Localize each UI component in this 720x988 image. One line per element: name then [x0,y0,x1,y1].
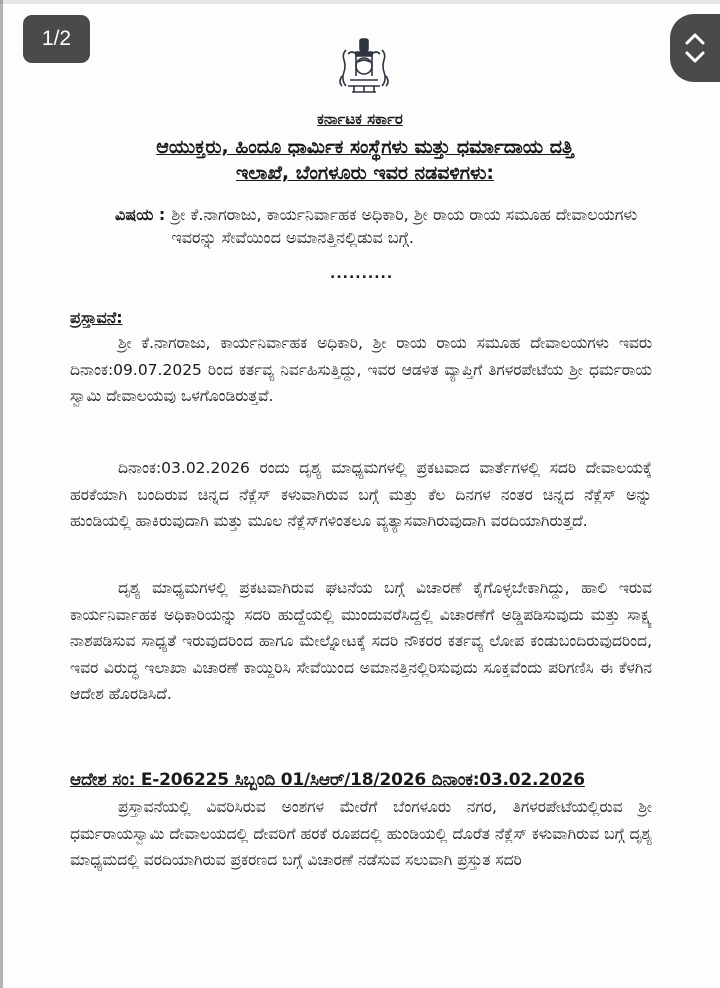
page-navigation-control[interactable] [670,14,720,82]
department-title [70,134,660,186]
preamble-paragraph-2: ದಿನಾಂಕ:03.02.2026 ರಂದು ದೃಶ್ಯ ಮಾಧ್ಯಮಗಳಲ್ಲಿ ಪ್ರಕಟವಾದ ವಾರ್ತೆಗಳಲ್ಲಿ ಸದರಿ ದೇವಾಲಯಕ್ಕೆ ಹರಕೆಯಾಗಿ ಬಂದಿರುವ ಚಿನ್ನದ ನೆಕ್ಲೆಸ್ ಕಳುವಾಗಿರುವ ಬಗ್ಗೆ ಮತ್ತು ಕೆಲ ದಿನಗಳ ನಂತರ ಚಿನ್ನದ ನೆಕ್ಲೆಸ್ ಅನ್ನು ಹುಂಡಿಯಲ್ಲಿ ಹಾಕಿರುವುದಾಗಿ ಮತ್ತು ಮೂಲ ನೆಕ್ಲೆಸ್‌ಗಳಿಂತಲೂ ವ್ಯತ್ಯಾಸವಾಗಿರುವುದಾಗಿ ವರದಿಯಾಗಿರುತ್ತದೆ. [70,459,652,530]
preamble-heading: ಪ್ರಸ್ತಾವನೆ: [70,308,123,327]
chevron-down-icon[interactable] [684,50,706,64]
government-title: ಕರ್ನಾಟಕ ಸರ್ಕಾರ [317,110,403,128]
order-number: ಆದೇಶ ಸಂ: E-206225 ಸಿಬ್ಬಂದಿ 01/ಸಿಆರ್/18/2026 ದಿನಾಂಕ:03.02.2026 [70,770,585,790]
subject-separator: .......... [330,266,394,282]
chevron-up-icon[interactable] [684,32,706,46]
viewer-top-strip [0,0,720,4]
subject-label: ವಿಷಯ : [115,205,166,224]
subject-block [115,203,645,249]
subject-text: ಶ್ರೀ ಕೆ.ನಾಗರಾಜು, ಕಾರ್ಯನಿರ್ವಾಹಕ ಅಧಿಕಾರಿ, ಶ್ರೀ ರಾಯ ರಾಯ ಸಮೂಹ ದೇವಾಲಯಗಳು ಇವರನ್ನು ಸೇವೆಯಿಂದ ಅಮಾನತ್ತಿನಲ್ಲಿಡುವ ಬಗ್ಗೆ. [171,205,638,247]
department-title-line2: ಇಲಾಖೆ, ಬೆಂಗಳೂರು ಇವರ ನಡವಳಿಗಳು: [235,162,495,184]
preamble-paragraph-3: ದೃಶ್ಯ ಮಾಧ್ಯಮಗಳಲ್ಲಿ ಪ್ರಕಟವಾಗಿರುವ ಘಟನೆಯ ಬಗ್ಗೆ ವಿಚಾರಣೆ ಕೈಗೊಳ್ಳಬೇಕಾಗಿದ್ದು, ಹಾಲಿ ಇರುವ ಕಾರ್ಯನಿರ್ವಾಹಕ ಅಧಿಕಾರಿಯನ್ನು ಸದರಿ ಹುದ್ದೆಯಲ್ಲಿ ಮುಂದುವರೆಸಿದ್ದಲ್ಲಿ ವಿಚಾರಣೆಗೆ ಅಡ್ಡಿಪಡಿಸುವುದು ಮತ್ತು ಸಾಕ್ಷ್ಯ ನಾಶಪಡಿಸುವ ಸಾಧ್ಯತೆ ಇರುವುದರಿಂದ ಹಾಗೂ ಮೇಲ್ನೋಟಕ್ಕೆ ಸದರಿ ನೌಕರರ ಕರ್ತವ್ಯ ಲೋಪ ಕಂಡುಬಂದಿರುವುದರಿಂದ, ಇವರ ವಿರುದ್ಧ ಇಲಾಖಾ ವಿಚಾರಣೆ ಕಾಯ್ದಿರಿಸಿ ಸೇವೆಯಿಂದ ಅಮಾನತ್ತಿನಲ್ಲಿರಿಸುವುದು ಸೂಕ್ತವೆಂದು ಪರಿಗಣಿಸಿ ಈ ಕೆಳಗಿನ ಆದೇಶ ಹೊರಡಿಸಿದೆ. [70,579,652,703]
department-title-line1: ಆಯುಕ್ತರು, ಹಿಂದೂ ಧಾರ್ಮಿಕ ಸಂಸ್ಥೆಗಳು ಮತ್ತು ಧರ್ಮಾದಾಯ ದತ್ತಿ [156,136,574,158]
page-indicator: 1/2 [23,15,90,63]
viewer-left-edge [0,0,3,988]
karnataka-emblem-icon [334,36,394,98]
preamble-paragraph-1: ಶ್ರೀ ಕೆ.ನಾಗರಾಜು, ಕಾರ್ಯನಿರ್ವಾಹಕ ಅಧಿಕಾರಿ, ಶ್ರೀ ರಾಯ ರಾಯ ಸಮೂಹ ದೇವಾಲಯಗಳು ಇವರು ದಿನಾಂಕ:09.07.2025 ರಿಂದ ಕರ್ತವ್ಯ ನಿರ್ವಹಿಸುತ್ತಿದ್ದು, ಇವರ ಆಡಳಿತ ವ್ಯಾಪ್ತಿಗೆ ತಿಗಳರಪೇಟೆಯ ಶ್ರೀ ಧರ್ಮರಾಯ ಸ್ವಾಮಿ ದೇವಾಲಯವು ಒಳಗೊಂಡಿರುತ್ತವೆ. [70,334,652,405]
order-paragraph: ಪ್ರಸ್ತಾವನೆಯಲ್ಲಿ ವಿವರಿಸಿರುವ ಅಂಶಗಳ ಮೇರೆಗೆ ಬೆಂಗಳೂರು ನಗರ, ತಿಗಳರಪೇಟೆಯಲ್ಲಿರುವ ಶ್ರೀ ಧರ್ಮರಾಯಸ್ವಾಮಿ ದೇವಾಲಯದಲ್ಲಿ ದೇವರಿಗೆ ಹರಕೆ ರೂಪದಲ್ಲಿ ಹುಂಡಿಯಲ್ಲಿ ದೊರೆತ ನೆಕ್ಲೆಸ್ ಕಳುವಾಗಿರುವ ಬಗ್ಗೆ ದೃಶ್ಯ ಮಾಧ್ಯಮದಲ್ಲಿ ವರದಿಯಾಗಿರುವ ಪ್ರಕರಣದ ಬಗ್ಗೆ ವಿಚಾರಣೆ ನಡೆಸುವ ಸಲುವಾಗಿ ಪ್ರಸ್ತುತ ಸದರಿ [70,798,652,869]
